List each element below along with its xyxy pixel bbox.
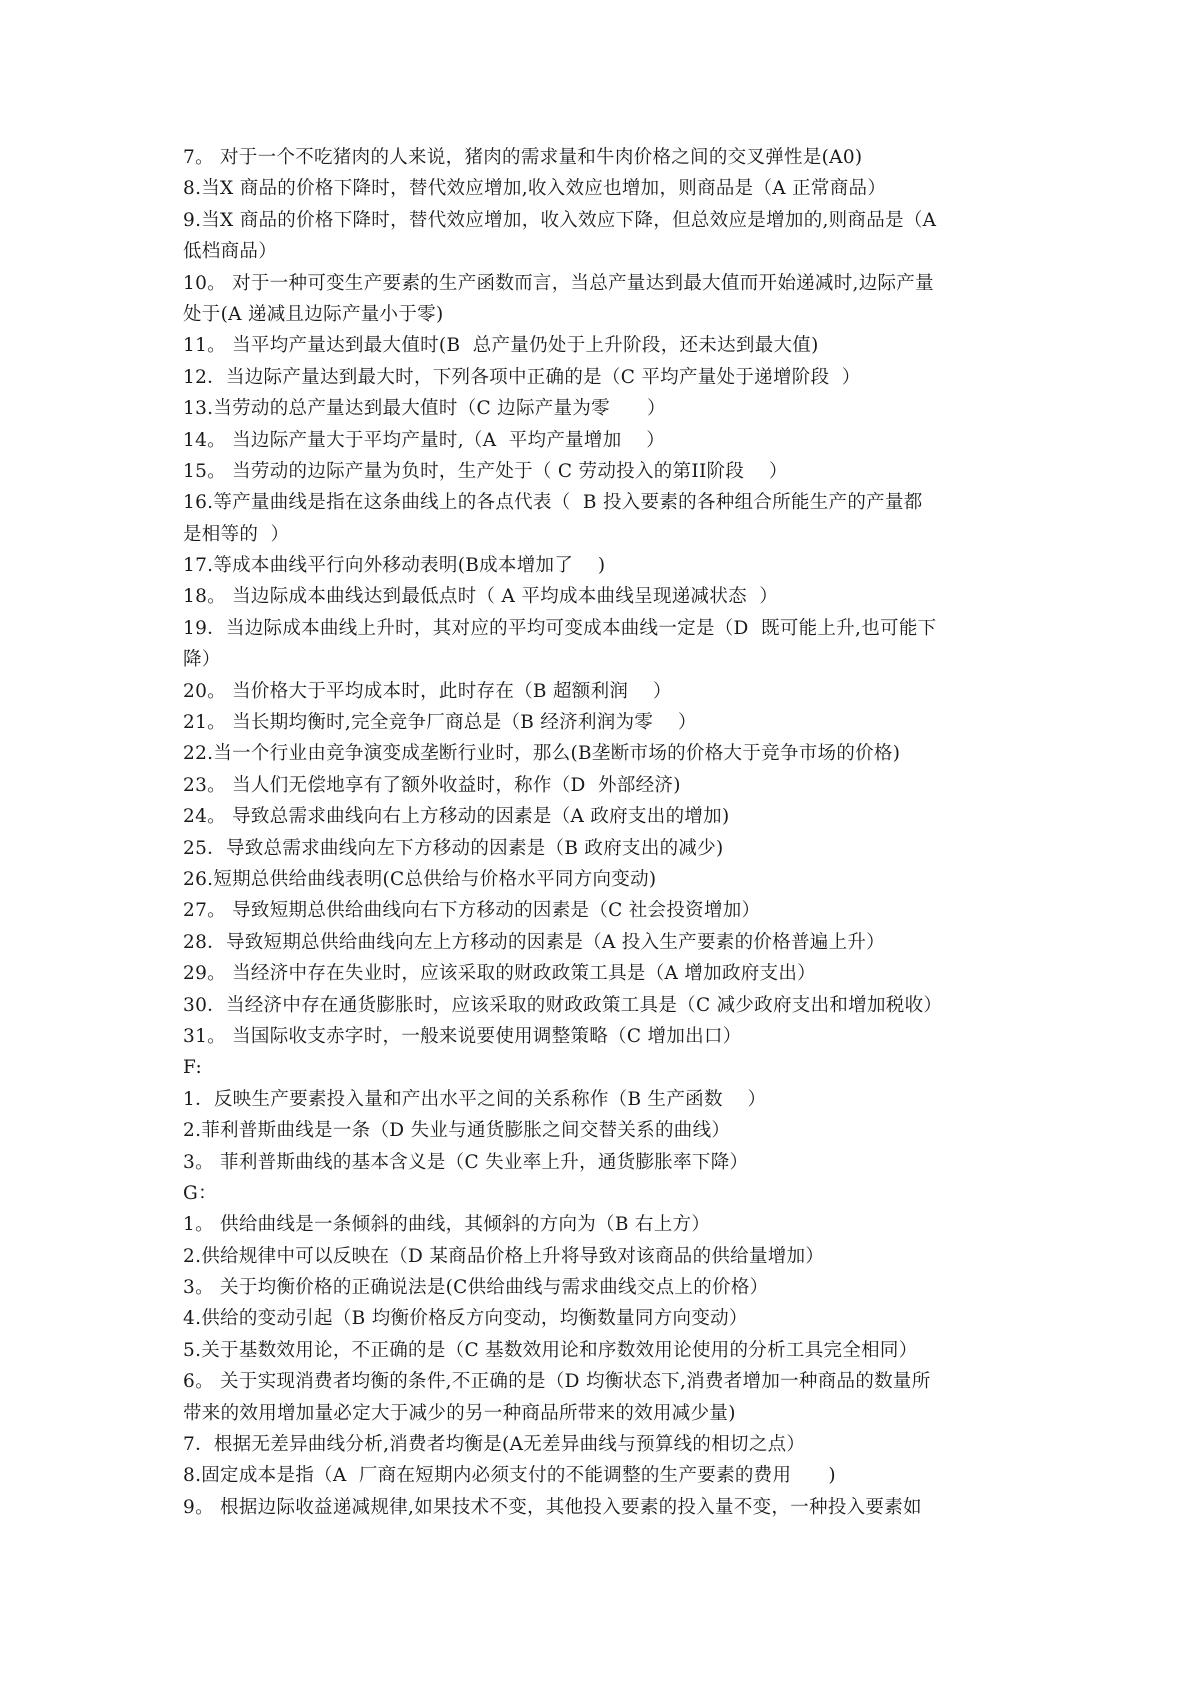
- text-line: 8.固定成本是指（A 厂商在短期内必须支付的不能调整的生产要素的费用 ): [183, 1465, 836, 1487]
- text-line: 带来的效用增加量必定大于减少的另一种商品所带来的效用减少量): [183, 1402, 736, 1424]
- text-line: 25．导致总需求曲线向左下方移动的因素是（B 政府支出的减少): [183, 837, 724, 859]
- text-line: 24。 导致总需求曲线向右上方移动的因素是（A 政府支出的增加): [183, 806, 730, 828]
- section-heading-f: F:: [183, 1057, 203, 1079]
- text-line: 2.供给规律中可以反映在（D 某商品价格上升将导致对该商品的供给量增加）: [183, 1245, 825, 1267]
- text-line: 14。 当边际产量大于平均产量时,（A 平均产量增加 ）: [183, 429, 666, 451]
- text-line: 19．当边际成本曲线上升时，其对应的平均可变成本曲线一定是（D 既可能上升,也可能下: [183, 617, 937, 639]
- text-line: 17.等成本曲线平行向外移动表明(B成本增加了 ): [183, 555, 606, 577]
- text-line: 28．导致短期总供给曲线向左上方移动的因素是（A 投入生产要素的价格普遍上升）: [183, 931, 885, 953]
- text-line: 18。 当边际成本曲线达到最低点时（ A 平均成本曲线呈现递减状态 ）: [183, 586, 779, 608]
- text-line: 12．当边际产量达到最大时，下列各项中正确的是（C 平均产量处于递增阶段 ）: [183, 366, 861, 388]
- text-line: 降）: [183, 649, 221, 671]
- text-line: 7。 对于一个不吃猪肉的人来说，猪肉的需求量和牛肉价格之间的交叉弹性是(A0): [183, 147, 863, 168]
- text-line: 26.短期总供给曲线表明(C总供给与价格水平同方向变动): [183, 868, 657, 890]
- text-line: 低档商品）: [183, 241, 278, 263]
- text-line: 处于(A 递减且边际产量小于零): [183, 303, 444, 325]
- text-line: 3。 关于均衡价格的正确说法是(C供给曲线与需求曲线交点上的价格）: [183, 1277, 769, 1299]
- text-line: 9.当X 商品的价格下降时，替代效应增加，收入效应下降，但总效应是增加的,则商品是（A: [183, 209, 937, 231]
- text-line: 22.当一个行业由竞争演变成垄断行业时，那么(B垄断市场的价格大于竞争市场的价格): [183, 743, 901, 765]
- text-line: 4.供给的变动引起（B 均衡价格反方向变动，均衡数量同方向变动）: [183, 1308, 748, 1330]
- document-body: [183, 142, 1023, 1523]
- text-line: 是相等的 ）: [183, 523, 290, 545]
- text-line: 13.当劳动的总产量达到最大值时（C 边际产量为零 ）: [183, 398, 666, 420]
- text-line: 9。 根据边际收益递减规律,如果技术不变，其他投入要素的投入量不变，一种投入要素如: [183, 1496, 922, 1518]
- text-line: 6。 关于实现消费者均衡的条件,不正确的是（D 均衡状态下,消费者增加一种商品的数量所: [183, 1371, 931, 1393]
- text-line: 27。 导致短期总供给曲线向右下方移动的因素是（C 社会投资增加）: [183, 900, 761, 922]
- section-heading-g: G：: [183, 1182, 217, 1204]
- text-line: 10。 对于一种可变生产要素的生产函数而言，当总产量达到最大值而开始递减时,边际产量: [183, 272, 934, 294]
- text-line: 11。 当平均产量达到最大值时(B 总产量仍处于上升阶段，还未达到最大值): [183, 335, 819, 357]
- text-line: 1。 供给曲线是一条倾斜的曲线，其倾斜的方向为（B 右上方）: [183, 1214, 711, 1236]
- text-line: 16.等产量曲线是指在这条曲线上的各点代表（ B 投入要素的各种组合所能生产的产量都: [183, 492, 923, 514]
- text-line: 7．根据无差异曲线分析,消费者均衡是(A无差异曲线与预算线的相切之点）: [183, 1434, 806, 1456]
- text-line: 21。 当长期均衡时,完全竞争厂商总是（B 经济利润为零 ）: [183, 712, 697, 734]
- text-line: 1．反映生产要素投入量和产出水平之间的关系称作（B 生产函数 ）: [183, 1088, 767, 1110]
- text-line: 15。 当劳动的边际产量为负时，生产处于（ C 劳动投入的第II阶段 ）: [183, 460, 788, 482]
- text-line: 30．当经济中存在通货膨胀时，应该采取的财政政策工具是（C 减少政府支出和增加税收）: [183, 994, 943, 1016]
- text-line: 5.关于基数效用论，不正确的是（C 基数效用论和序数效用论使用的分析工具完全相同）: [183, 1339, 918, 1361]
- text-line: 23。 当人们无偿地享有了额外收益时，称作（D 外部经济): [183, 774, 681, 796]
- text-line: 31。 当国际收支赤字时，一般来说要使用调整策略（C 增加出口）: [183, 1025, 742, 1047]
- text-line: 2.菲利普斯曲线是一条（D 失业与通货膨胀之间交替关系的曲线）: [183, 1120, 731, 1142]
- text-line: 20。 当价格大于平均成本时，此时存在（B 超额利润 ）: [183, 680, 672, 702]
- text-line: 8.当X 商品的价格下降时，替代效应增加,收入效应也增加，则商品是（A 正常商品）: [183, 178, 887, 200]
- text-line: 3。 菲利普斯曲线的基本含义是（C 失业率上升，通货膨胀率下降）: [183, 1151, 749, 1173]
- text-line: 29。 当经济中存在失业时，应该采取的财政政策工具是（A 增加政府支出）: [183, 963, 816, 985]
